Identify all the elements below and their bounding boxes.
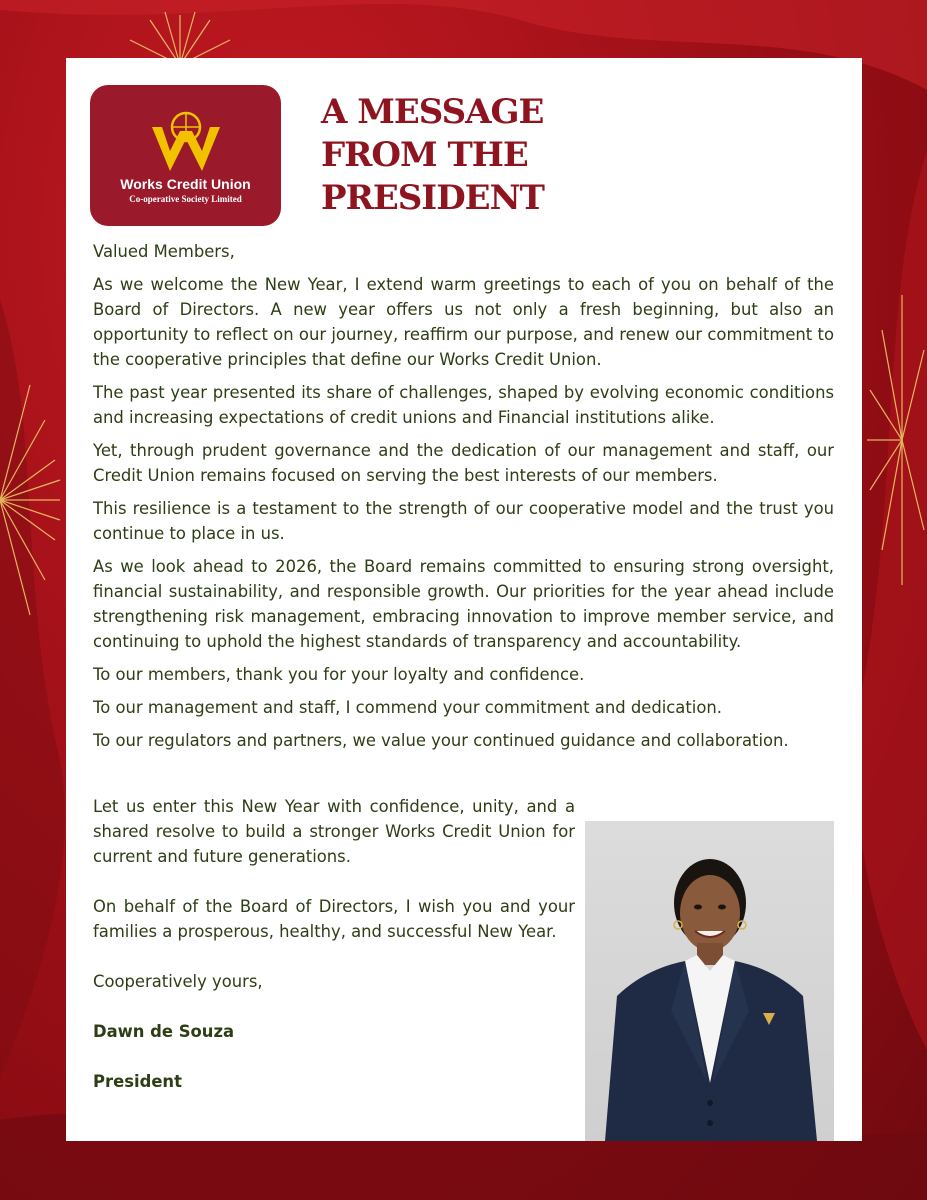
letter-card xyxy=(66,58,862,1141)
president-photo xyxy=(585,821,834,1141)
paragraph: Yet, through prudent governance and the dedication of our management and staff, our Credit Union remains focused on serving the best interests of our members. xyxy=(93,441,834,485)
signer-title: President xyxy=(93,1072,182,1091)
letter-closing xyxy=(93,794,575,1119)
logo-name: Works Credit Union xyxy=(120,176,251,192)
signoff: Cooperatively yours, xyxy=(93,972,263,991)
wcu-emblem-icon xyxy=(146,105,226,175)
firework-right-icon xyxy=(862,290,927,590)
paragraph: To our members, thank you for your loyalty and confidence. xyxy=(93,665,585,684)
salutation: Valued Members, xyxy=(93,242,235,261)
paragraph: This resilience is a testament to the strength of our cooperative model and the trust you continue to place in us. xyxy=(93,499,834,543)
logo-subtitle: Co-operative Society Limited xyxy=(129,194,242,204)
works-credit-union-logo xyxy=(90,85,281,226)
page-title: A MESSAGE FROM THE PRESIDENT xyxy=(321,92,544,218)
signer-name: Dawn de Souza xyxy=(93,1022,235,1041)
paragraph: The past year presented its share of challenges, shaped by evolving economic conditions and increasing expectations of credit unions and Financial institutions alike. xyxy=(93,383,834,427)
paragraph: To our regulators and partners, we value your continued guidance and collaboration. xyxy=(93,731,789,750)
paragraph: As we look ahead to 2026, the Board remains committed to ensuring strong oversight, financial sustainability, and responsible growth. Our priorities for the year ahead include strengthening risk management, embracing innovation to improve member service, and continuing to uphold the highest standards of transparency and accountability. xyxy=(93,557,834,651)
letter-body xyxy=(93,239,834,761)
paragraph: On behalf of the Board of Directors, I wish you and your families a prosperous, healthy, and successful New Year. xyxy=(93,897,575,941)
firework-left-icon xyxy=(0,370,66,630)
paragraph: To our management and staff, I commend your commitment and dedication. xyxy=(93,698,722,717)
paragraph: As we welcome the New Year, I extend warm greetings to each of you on behalf of the Board of Directors. A new year offers us not only a fresh beginning, but also an opportunity to reflect on our journey, reaffirm our purpose, and renew our commitment to the cooperative principles that define our Works Credit Union. xyxy=(93,275,834,369)
paragraph: Let us enter this New Year with confidence, unity, and a shared resolve to build a stronger Works Credit Union for current and future generations. xyxy=(93,797,575,866)
president-portrait-icon xyxy=(585,821,834,1141)
